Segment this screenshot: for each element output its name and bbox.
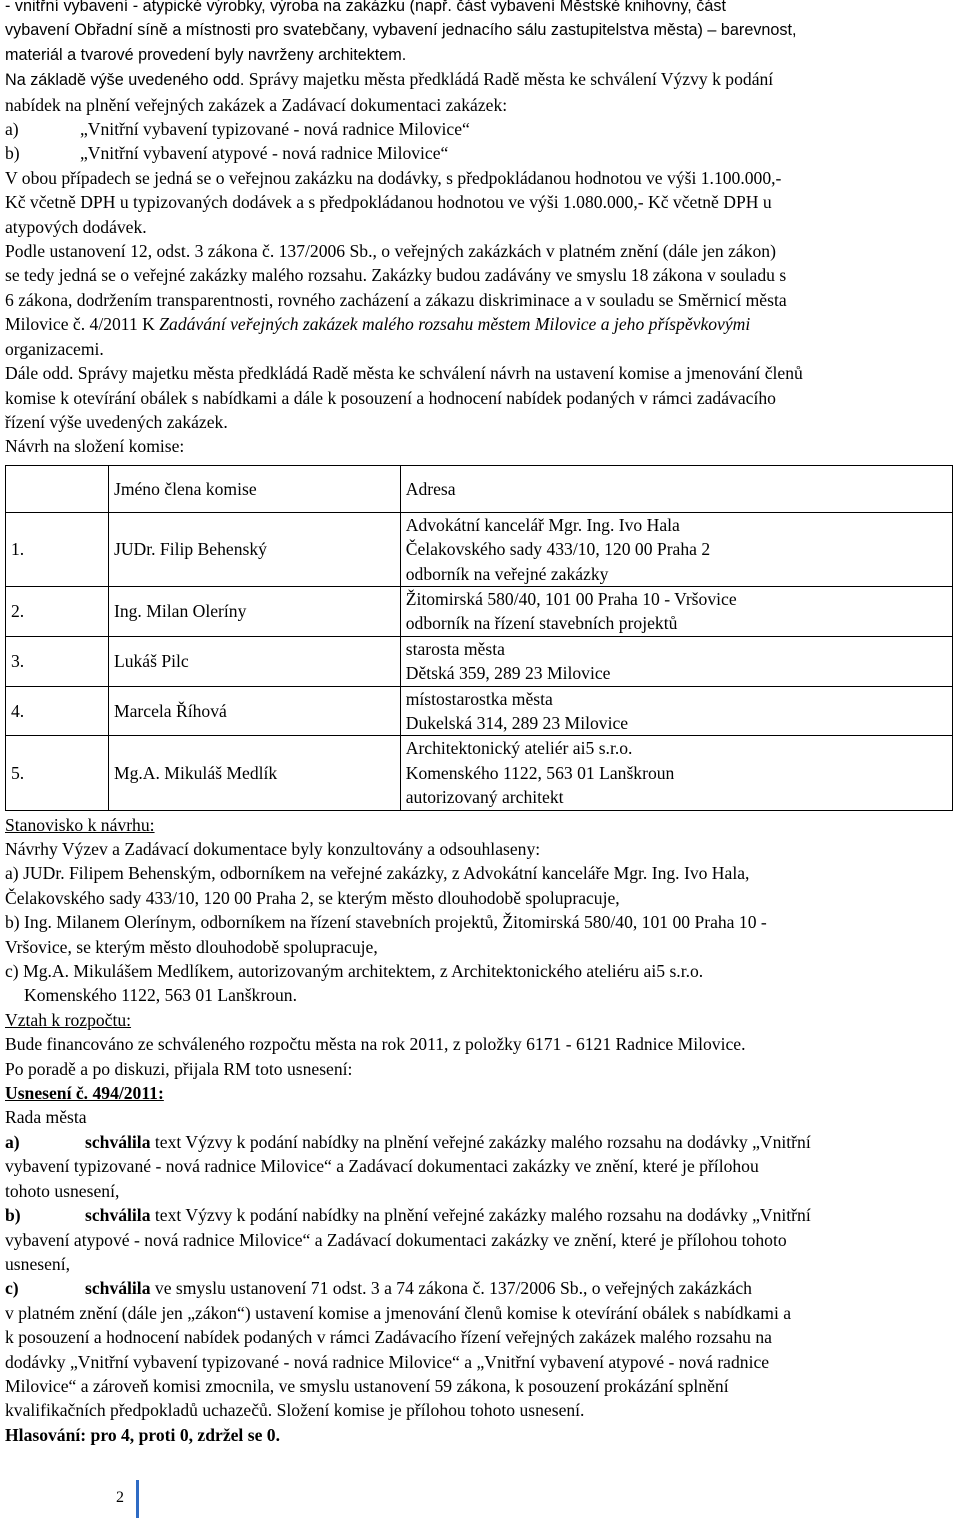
usneseni-b-line-2: vybavení atypové - nová radnice Milovice“ a Zadávací dokumentaci zakázky ve znění, které je přílohou tohoto bbox=[5, 1229, 787, 1250]
komise-row bbox=[6, 636, 953, 686]
usneseni-c-line-3: k posouzení a hodnocení nabídek podaných v rámci Zadávacího řízení veřejných zakázek malého rozsahu na bbox=[5, 1327, 772, 1348]
usneseni-b-line-3: usnesení, bbox=[5, 1253, 70, 1274]
stanovisko-line-3: Čelakovského sady 433/10, 120 00 Praha 2, se kterým město dlouhodobě spolupracuje, bbox=[5, 887, 620, 908]
komise-row bbox=[6, 512, 953, 586]
usneseni-a-line-3: tohoto usnesení, bbox=[5, 1180, 120, 1201]
usneseni-a-line-1 bbox=[5, 1130, 956, 1154]
komise-addr-line: místostarostka města bbox=[405, 688, 553, 709]
komise-num: 5. bbox=[6, 736, 109, 810]
komise-addr-line: autorizovaný architekt bbox=[405, 787, 564, 808]
komise-addr-line: Komenského 1122, 563 01 Lanškroun bbox=[405, 762, 675, 783]
para1-intro-rest: Správy majetku města předkládá Radě města ke schválení Výzvy k podání bbox=[244, 69, 774, 90]
stanovisko-line-6: c) Mg.A. Mikulášem Medlíkem, autorizovaným architektem, z Architektonického ateliéru ai5 s.r.o. bbox=[5, 961, 704, 982]
usneseni-a-verb: schválila bbox=[85, 1131, 151, 1152]
komise-addr-line: Žitomirská 580/40, 101 00 Praha 10 - Vršovice bbox=[405, 588, 737, 609]
usneseni-c-text: ve smyslu ustanovení 71 odst. 3 a 74 zákona č. 137/2006 Sb., o veřejných zakázkách bbox=[150, 1278, 752, 1299]
komise-heading: Návrh na složení komise: bbox=[5, 436, 185, 457]
komise-num: 4. bbox=[6, 686, 109, 736]
stanovisko-line-1: Návrhy Výzev a Zadávací dokumentace byly konzultovány a odsouhlaseny: bbox=[5, 839, 541, 859]
para1-line-6: Kč včetně DPH u typizovaných dodávek a s předpokládanou hodnotou ve výši 1.080.000,- Kč včetně DPH u bbox=[5, 192, 772, 213]
stanovisko-line-5: Vršovice, se kterým město dlouhodobě spolupracuje, bbox=[5, 936, 378, 957]
usneseni-b-verb: schválila bbox=[85, 1205, 151, 1226]
usneseni-c-verb: schválila bbox=[85, 1278, 151, 1299]
stanovisko-line-4: b) Ing. Milanem Olerínym, odborníkem na řízení stavebních projektů, Žitomirská 580/40, 101 00 Praha 10 - bbox=[5, 912, 767, 933]
usneseni-b-text: text Výzvy k podání nabídky na plnění veřejné zakázky malého rozsahu na dodávky „Vnitřní bbox=[150, 1205, 811, 1226]
komise-addr bbox=[400, 636, 952, 686]
para1-line-10: 6 zákona, dodržením transparentnosti, rovného zacházení a zákazu diskriminace a v souladu se Směrnicí města bbox=[5, 289, 787, 310]
para1-intro-sans: Na základě výše uvedeného odd. bbox=[5, 71, 245, 90]
komise-row bbox=[6, 686, 953, 736]
usneseni-c-line-2: v platném znění (dále jen „zákon“) ustavení komise a jmenování členů komise k otevírání obálek s nabídkami a bbox=[5, 1302, 792, 1323]
stanovisko-line-2: a) JUDr. Filipem Behenským, odborníkem na veřejné zakázky, z Advokátní kanceláře Mgr. Ing. Ivo Hala, bbox=[5, 863, 750, 884]
komise-row bbox=[6, 736, 953, 810]
komise-addr bbox=[400, 512, 952, 586]
rozpocet-line-1: Bude financováno ze schváleného rozpočtu města na rok 2011, z položky 6171 - 6121 Radnice Milovice. bbox=[5, 1034, 746, 1055]
komise-addr-line: odborník na veřejné zakázky bbox=[405, 563, 609, 584]
komise-addr-line: Dukelská 314, 289 23 Milovice bbox=[405, 712, 629, 733]
para1-line-7: atypových dodávek. bbox=[5, 216, 147, 237]
usneseni-a-label: a) bbox=[5, 1131, 20, 1152]
usneseni-c-line-5: Milovice“ a zároveň komisi zmocnila, ve smyslu ustanovení 59 zákona, k posouzení prokázání splnění bbox=[5, 1375, 729, 1396]
hlasovani: Hlasování: pro 4, proti 0, zdržel se 0. bbox=[5, 1424, 280, 1445]
komise-row bbox=[6, 586, 953, 636]
komise-addr-line: Dětská 359, 289 23 Milovice bbox=[405, 663, 611, 684]
para1-line-14: komise k otevírání obálek s nabídkami a dále k posouzení a hodnocení nabídek podaných v rámci zadávacího bbox=[5, 387, 776, 408]
usneseni-b-line-1 bbox=[5, 1203, 956, 1227]
zakazka-b-label: b) bbox=[5, 143, 20, 164]
para1-line-5: V obou případech se jedná se o veřejnou zakázku na dodávky, s předpokládanou hodnotou ve výši 1.100.000,- bbox=[5, 167, 782, 188]
para1-line-1 bbox=[5, 67, 956, 92]
zakazka-b bbox=[5, 141, 956, 165]
usneseni-c-line-4: dodávky „Vnitřní vybavení typizované - nová radnice Milovice“ a „Vnitřní vybavení atypové - nová radnice bbox=[5, 1351, 770, 1372]
zakazka-a-label: a) bbox=[5, 119, 19, 140]
para1-line-13: Dále odd. Správy majetku města předkládá Radě města ke schválení návrh na ustavení komise a jmenování členů bbox=[5, 363, 803, 384]
stanovisko-line-7: Komenského 1122, 563 01 Lanškroun. bbox=[24, 985, 297, 1006]
rozpocet-line-2: Po poradě a po diskuzi, přijala RM toto usnesení: bbox=[5, 1058, 353, 1079]
rozpocet-heading: Vztah k rozpočtu: bbox=[5, 1009, 132, 1030]
komise-name: Ing. Milan Oleríny bbox=[108, 586, 400, 636]
komise-addr-line: Čelakovského sady 433/10, 120 00 Praha 2 bbox=[405, 539, 711, 560]
komise-addr-line: Architektonický ateliér ai5 s.r.o. bbox=[405, 738, 633, 759]
komise-header-name: Jméno člena komise bbox=[108, 465, 400, 512]
zakazka-b-text: „Vnitřní vybavení atypové - nová radnice Milovice“ bbox=[80, 143, 449, 164]
komise-addr-line: Advokátní kancelář Mgr. Ing. Ivo Hala bbox=[405, 514, 680, 535]
komise-addr bbox=[400, 586, 952, 636]
komise-header-addr: Adresa bbox=[400, 465, 952, 512]
komise-name: JUDr. Filip Behenský bbox=[108, 512, 400, 586]
komise-addr-line: starosta města bbox=[405, 638, 505, 659]
komise-addr bbox=[400, 736, 952, 810]
rada-mesta: Rada města bbox=[5, 1107, 87, 1128]
intro-line-1: - vnitřní vybavení - atypické výrobky, výroba na zakázku (např. část vybavení Městské knihovny, část bbox=[5, 0, 726, 15]
usneseni-a-line-2: vybavení typizované - nová radnice Milovice“ a Zadávací dokumentaci zakázky ve znění, které je přílohou bbox=[5, 1156, 759, 1177]
usneseni-b-label: b) bbox=[5, 1205, 21, 1226]
page-number: 2 bbox=[116, 1489, 124, 1506]
komise-name: Mg.A. Mikuláš Medlík bbox=[108, 736, 400, 810]
komise-name: Lukáš Pilc bbox=[108, 636, 400, 686]
usneseni-c-line-6: kvalifikačních předpokladů uchazečů. Složení komise je přílohou tohoto usnesení. bbox=[5, 1400, 585, 1421]
usneseni-c-label: c) bbox=[5, 1278, 19, 1299]
para1-line-12: organizacemi. bbox=[5, 338, 104, 359]
komise-name: Marcela Říhová bbox=[108, 686, 400, 736]
para1-line-8: Podle ustanovení 12, odst. 3 zákona č. 137/2006 Sb., o veřejných zakázkách v platném znění (dále jen zákon) bbox=[5, 241, 776, 262]
komise-header-row bbox=[6, 465, 953, 512]
para1-line-15: řízení výše uvedených zakázek. bbox=[5, 411, 228, 432]
usneseni-c-line-1 bbox=[5, 1276, 956, 1300]
document-page bbox=[5, 0, 956, 1447]
smernice-title: Zadávání veřejných zakázek malého rozsahu městem Milovice a jeho příspěvkovými bbox=[159, 314, 751, 335]
zakazka-a-text: „Vnitřní vybavení typizované - nová radnice Milovice“ bbox=[80, 119, 470, 140]
komise-num: 1. bbox=[6, 512, 109, 586]
para1-line-11 bbox=[5, 312, 956, 336]
para1-line-2: nabídek na plnění veřejných zakázek a Zadávací dokumentaci zakázek: bbox=[5, 94, 508, 115]
komise-num: 2. bbox=[6, 586, 109, 636]
zakazka-a bbox=[5, 117, 956, 141]
komise-addr bbox=[400, 686, 952, 736]
intro-line-3: materiál a tvarové provedení byly navrženy architektem. bbox=[5, 45, 407, 64]
komise-addr-line: odborník na řízení stavebních projektů bbox=[405, 613, 678, 634]
para1-line-9: se tedy jedná se o veřejné zakázky malého rozsahu. Zakázky budou zadávány ve smyslu 18 zákona v souladu s bbox=[5, 265, 787, 286]
footer-accent-bar bbox=[136, 1480, 139, 1518]
komise-num: 3. bbox=[6, 636, 109, 686]
usneseni-heading: Usnesení č. 494/2011: bbox=[5, 1083, 164, 1104]
stanovisko-heading: Stanovisko k návrhu: bbox=[5, 814, 155, 835]
intro-line-2: vybavení Obřadní síně a místnosti pro svatebčany, vybavení jednacího sálu zastupitelstva města) – barevnost, bbox=[5, 21, 797, 40]
smernice-ref: Milovice č. 4/2011 K bbox=[5, 314, 160, 335]
usneseni-a-text: text Výzvy k podání nabídky na plnění veřejné zakázky malého rozsahu na dodávky „Vnitřní bbox=[150, 1131, 811, 1152]
komise-table bbox=[5, 465, 953, 811]
komise-header-num bbox=[6, 465, 109, 512]
